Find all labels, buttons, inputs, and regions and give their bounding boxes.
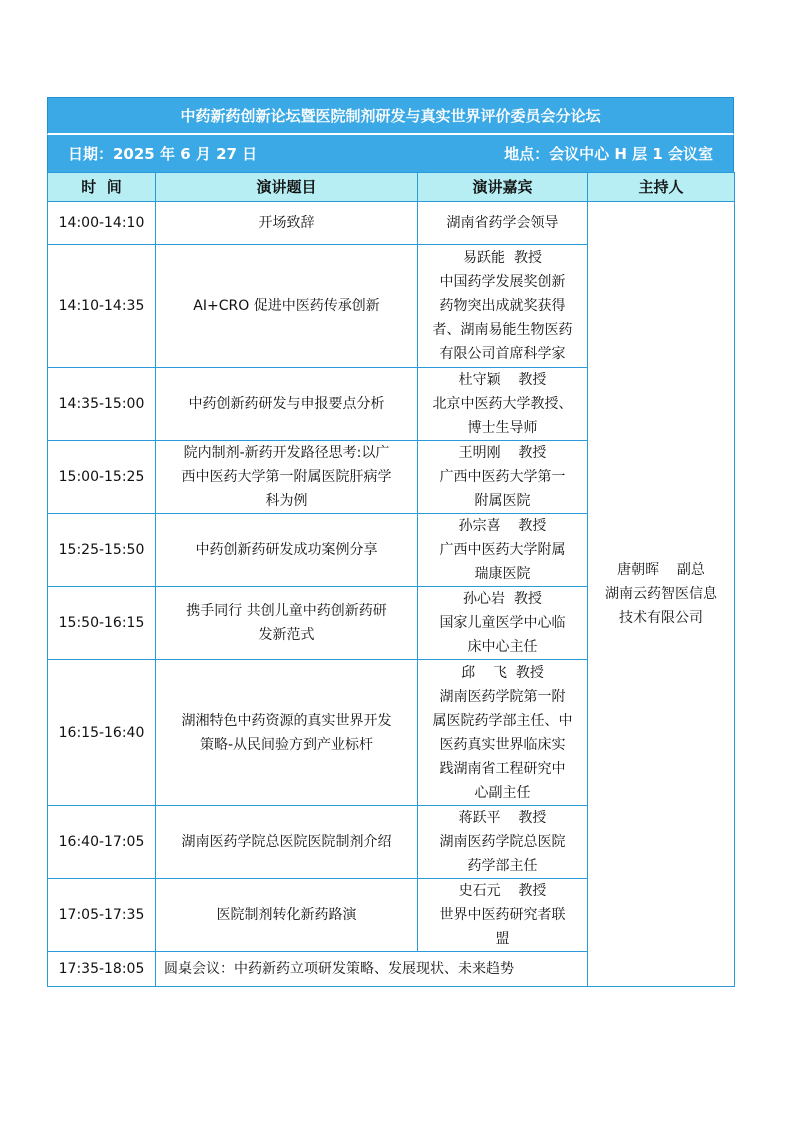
speaker-line: 药物突出成就奖获得 — [439, 298, 566, 314]
speaker-cell — [418, 806, 588, 879]
forum-location: 地点：会议中心 H 层 1 会议室 — [504, 145, 713, 163]
topic-line: AI+CRO 促进中医药传承创新 — [193, 298, 380, 314]
speaker-line: 史石元 教授 — [458, 883, 547, 899]
speaker-cell — [418, 202, 588, 245]
speaker-cell — [418, 514, 588, 587]
speaker-cell — [418, 587, 588, 660]
speaker-cell — [418, 660, 588, 806]
topic-line: 发新范式 — [258, 627, 315, 643]
speaker-line: 医药真实世界临床实 — [439, 736, 566, 753]
topic-line: 中药创新药研发与申报要点分析 — [188, 396, 385, 412]
time-cell: 15:50-16:15 — [48, 587, 156, 660]
speaker-line: 中国药学发展奖创新 — [439, 274, 566, 290]
time-cell: 14:35-15:00 — [48, 368, 156, 441]
time-cell: 14:00-14:10 — [48, 202, 156, 245]
speaker-line: 蒋跃平 教授 — [458, 810, 547, 826]
header-speaker: 演讲嘉宾 — [418, 173, 588, 202]
topic-cell — [156, 368, 418, 441]
topic-line: 院内制剂-新药开发路径思考:以广 — [183, 445, 390, 461]
time-cell: 15:25-15:50 — [48, 514, 156, 587]
time-cell: 16:40-17:05 — [48, 806, 156, 879]
speaker-line: 心副主任 — [474, 784, 531, 801]
speaker-line: 世界中医药研究者联 — [439, 907, 566, 923]
speaker-cell — [418, 441, 588, 514]
speaker-line: 易跃能 教授 — [463, 250, 542, 266]
speaker-line: 瑞康医院 — [474, 566, 531, 582]
topic-line: 携手同行 共创儿童中药创新药研 — [186, 603, 387, 619]
roundtable-time: 17:35-18:05 — [48, 952, 156, 987]
topic-cell — [156, 879, 418, 952]
topic-line: 中药创新药研发成功案例分享 — [195, 542, 378, 558]
forum-date: 日期：2025 年 6 月 27 日 — [68, 145, 258, 163]
host-line: 湖南云药智医信息 — [605, 586, 717, 602]
topic-line: 医院制剂转化新药路演 — [216, 907, 357, 923]
time-cell: 16:15-16:40 — [48, 660, 156, 806]
table-header-row — [48, 173, 735, 202]
speaker-line: 盟 — [495, 931, 510, 947]
host-line: 技术有限公司 — [619, 610, 703, 626]
speaker-line: 广西中医药大学第一 — [439, 469, 566, 485]
speaker-line: 邱 飞 教授 — [461, 664, 544, 681]
speaker-line: 者、湖南易能生物医药 — [432, 322, 573, 338]
speaker-line: 药学部主任 — [467, 858, 538, 874]
time-cell: 14:10-14:35 — [48, 245, 156, 368]
speaker-line: 有限公司首席科学家 — [439, 346, 566, 362]
forum-title: 中药新药创新论坛暨医院制剂研发与真实世界评价委员会分论坛 — [47, 97, 734, 135]
time-cell: 17:05-17:35 — [48, 879, 156, 952]
topic-line: 科为例 — [265, 493, 308, 509]
speaker-line: 博士生导师 — [467, 420, 538, 436]
speaker-line: 属医院药学部主任、中 — [432, 712, 573, 729]
speaker-line: 践湖南省工程研究中 — [439, 760, 566, 777]
speaker-line: 湖南医药学院总医院 — [439, 834, 566, 850]
host-cell — [588, 202, 735, 987]
speaker-line: 国家儿童医学中心临 — [439, 615, 566, 631]
header-host: 主持人 — [588, 173, 735, 202]
agenda-sheet — [47, 97, 734, 987]
speaker-line: 北京中医药大学教授、 — [432, 396, 573, 412]
speaker-line: 湖南省药学会领导 — [446, 215, 559, 231]
topic-line: 策略-从民间验方到产业标杆 — [199, 736, 374, 753]
speaker-line: 附属医院 — [474, 493, 531, 509]
speaker-cell — [418, 368, 588, 441]
speaker-cell — [418, 245, 588, 368]
topic-cell — [156, 806, 418, 879]
topic-cell — [156, 660, 418, 806]
forum-info-bar — [47, 135, 734, 172]
topic-cell — [156, 245, 418, 368]
speaker-line: 孙心岩 教授 — [463, 591, 542, 607]
topic-line: 湖南医药学院总医院医院制剂介绍 — [181, 834, 392, 850]
host-line: 唐朝晖 副总 — [617, 562, 705, 578]
speaker-cell — [418, 879, 588, 952]
agenda-body — [48, 202, 735, 987]
roundtable-topic: 圆桌会议：中药新药立项研发策略、发展现状、未来趋势 — [156, 952, 588, 987]
topic-cell — [156, 202, 418, 245]
speaker-line: 床中心主任 — [467, 639, 538, 655]
time-cell: 15:00-15:25 — [48, 441, 156, 514]
topic-line: 开场致辞 — [258, 215, 315, 231]
topic-line: 湖湘特色中药资源的真实世界开发 — [181, 712, 392, 729]
topic-cell — [156, 587, 418, 660]
topic-cell — [156, 441, 418, 514]
speaker-line: 杜守颖 教授 — [458, 372, 547, 388]
table-row — [48, 202, 735, 245]
topic-line: 西中医药大学第一附属医院肝病学 — [181, 469, 392, 485]
speaker-line: 湖南医药学院第一附 — [439, 688, 566, 705]
speaker-line: 王明刚 教授 — [458, 445, 547, 461]
header-topic: 演讲题目 — [156, 173, 418, 202]
topic-cell — [156, 514, 418, 587]
speaker-line: 孙宗喜 教授 — [458, 518, 547, 534]
speaker-line: 广西中医药大学附属 — [439, 542, 566, 558]
header-time: 时 间 — [48, 173, 156, 202]
agenda-table — [47, 172, 735, 987]
